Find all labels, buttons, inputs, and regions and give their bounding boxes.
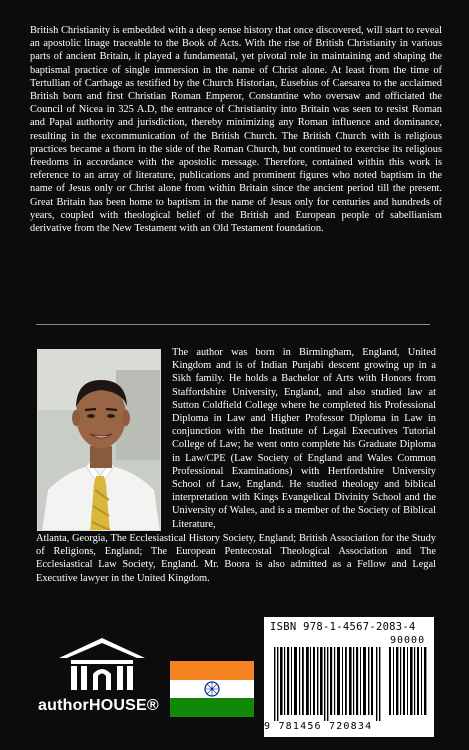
author-portrait	[37, 349, 161, 531]
publisher-name: authorHOUSE®	[38, 697, 159, 714]
author-bio-side: The author was born in Birmingham, England, United Kingdom and is of Indian Punjabi descent growing up in a Sikh family. He holds a Bachelor of Arts with Honors from Staffordshire University, England, and also studied law at Sutton Coldfield College where he completed his Professional Diploma in Law and Higher Professor Diploma in Law in conjunction with the Institute of Legal Executives Tutorial College of Law; he went onto complete his Graduate Diploma in Law/CPE (Law Society of England and Wales Common Professional Examinations) with Hertfordshire University School of Law, England. He studied theology and biblical interpretation with Kings Evangelical Divinity School and the University of Wales, and is a member of the Society of Biblical Literature,	[172, 347, 436, 530]
author-bio-continued: Atlanta, Georgia, The Ecclesiastical History Society, England; British Association for the Study of Religions, England; The European Pentecostal Theological Association and The Ecclesiastical Law Society, England. Mr. Boora is also admitted as a Fellow and Legal Executive lawyer in the United Kingdom.	[36, 533, 436, 584]
ean-digits: 9 781456 720834	[264, 721, 373, 732]
section-divider	[36, 324, 430, 325]
price-code: 90000	[390, 635, 426, 646]
addon-bars	[388, 647, 428, 715]
back-cover-blurb: British Christianity is embedded with a deep sense history that once discovered, will start to reveal an apostolic linage traceable to the Book of Acts. With the rise of British Christianity in various parts of ancient Britain, it played a fundamental, yet pivotal role in maintaining and shaping the baptismal practice of single immersion in the name of Christ alone. At least from the time of Tertullian of Carthage as testified by the Church Historian, Eusebius of Caesarea to the acclaimed British born and first Christian Roman Emperor, Constantine who oversaw and officiated the Council of Nicea in 325 A.D, the entrance of Christianity into Britain was seen to resist Roman and Papal authority and jurisdiction, thereby minimizing any Roman influence and dominance, resulting in the excommunication of the British Church. The British Church with is religious practices became a thorn in the side of the Roman Church, but continued to exercise its religious freedoms in accordance with the apostolic message. Therefore, contained within this work is reference to an array of literature, publications and prominent figures who noted baptism in the name of Jesus only or Christ alone from within Britain since the ancient period till the present. Great Britain has been home to baptism in the name of Jesus only for centuries and hundreds of years, coupled with theological belief of the British and European people of sabellianism derivative from the New Testament with an Old Testament foundation.	[30, 25, 442, 235]
isbn-barcode	[264, 617, 434, 737]
authorhouse-house-logo	[57, 636, 147, 694]
india-flag	[170, 661, 254, 717]
isbn-label: ISBN 978-1-4567-2083-4	[270, 621, 416, 633]
ean-bars	[272, 647, 382, 721]
